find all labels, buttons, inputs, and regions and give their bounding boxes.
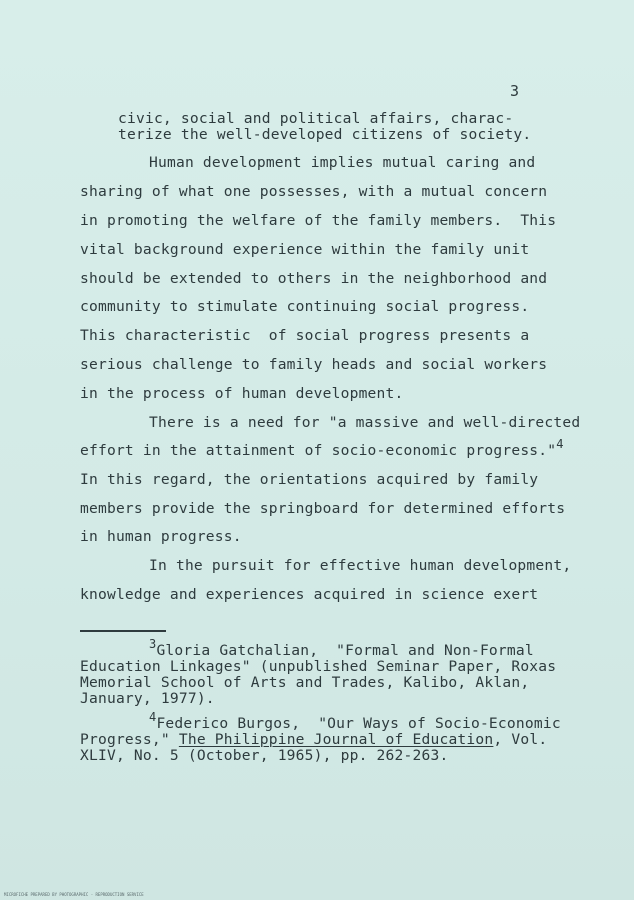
footnote-marker-4: 4 [149,710,157,724]
footnote-separator [80,630,166,632]
body-line: in promoting the welfare of the family members. This [80,212,557,229]
body-line: Human development implies mutual caring and [149,154,536,171]
footnote-3-line1: $^3$Gloria Gatchalian, "Formal and Non-Formal [149,637,534,659]
footnote-3-line3: Memorial School of Arts and Trades, Kalibo, Aklan, [80,674,530,691]
page-number: 3 [510,82,520,100]
body-line: There is a need for "a massive and well-directed [149,414,581,431]
footnote-marker-3: 3 [149,637,157,651]
footnote-4-line3: XLIV, No. 5 (October, 1965), pp. 262-263. [80,747,449,764]
body-line-with-footnote-ref [80,437,564,459]
body-line: in human progress. [80,528,242,545]
body-line: terize the well-developed citizens of society. [118,126,532,143]
footnote-4-line2: Progress," The Philippine Journal of Education, Vol. [80,731,548,748]
body-line: members provide the springboard for determined efforts [80,500,566,517]
body-line: in the process of human development. [80,385,404,402]
body-line: In the pursuit for effective human development, [149,557,572,574]
body-line: vital background experience within the family unit [80,241,530,258]
footnote-3-line4: January, 1977). [80,690,215,707]
body-line: community to stimulate continuing social progress. [80,298,530,315]
body-line: This characteristic of social progress presents a [80,327,530,344]
footnote-3-line2: Education Linkages" (unpublished Seminar Paper, Roxas [80,658,557,675]
body-line: knowledge and experiences acquired in science exert [80,586,539,603]
body-line: serious challenge to family heads and social workers [80,356,548,373]
body-line: sharing of what one possesses, with a mutual concern [80,183,548,200]
body-line: should be extended to others in the neighborhood and [80,270,548,287]
body-line: civic, social and political affairs, charac- [118,110,514,127]
body-line-text: effort in the attainment of socio-economic progress." [80,442,557,459]
microfiche-footer: MICROFICHE PREPARED BY PHOTOGRAPHIC - REPRODUCTION SERVICE [4,892,144,897]
footnote-4-line1: $^4$Federico Burgos, "Our Ways of Socio-Economic [149,710,561,732]
journal-title: The Philippine Journal of Education [178,731,494,748]
footnote-ref-4: 4 [556,437,564,451]
body-line: In this regard, the orientations acquired by family [80,471,539,488]
